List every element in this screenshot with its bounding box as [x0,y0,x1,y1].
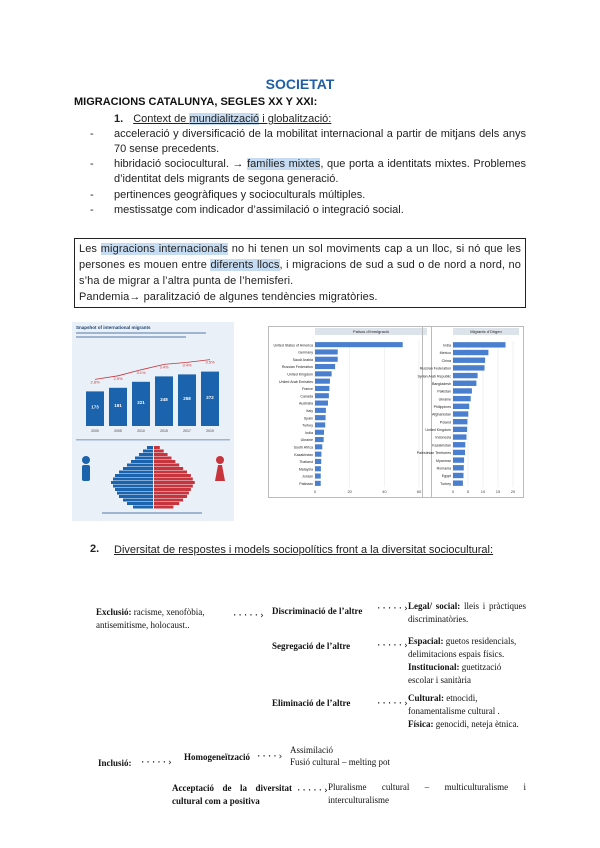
bar [315,444,322,449]
male-icon [82,456,90,464]
female-icon-body [215,465,225,481]
exclusion-examples: racisme, xenofòbia, antisemitisme, holocaust.. [96,607,205,630]
pyramid-male-bar [143,450,153,453]
discrimination-detail [408,600,526,626]
info-year: 2000 [91,429,99,433]
arrow-homogenization: ····› [256,752,284,762]
category-label: Ukraine [438,397,451,402]
bar [453,427,467,432]
bar [315,393,329,398]
pyramid-female-bar [154,457,171,460]
bar [315,349,338,354]
bar [453,419,467,424]
female-icon [216,456,224,464]
category-label: Afghanistan [432,412,451,417]
pyramid-male-bar [147,446,153,449]
acceptance-text: Acceptació de la diversitat cultural com a positiva [172,783,292,806]
point2-heading: Diversitat de respostes i models sociopolítics front a la diversitat sociocultural: [114,544,494,556]
bar [453,473,464,478]
category-label: South Africa [293,445,313,450]
pyramid-female-bar [154,467,183,470]
homogenization-text: Homogeneïtzació [184,752,250,762]
category-label: United Kingdom [287,372,313,377]
category-label: Indonesia [435,435,451,440]
point2-number: 2. [90,543,100,555]
category-label: Pakistan [437,389,451,394]
category-label: Poland [439,420,451,425]
bullet-4-text: mestissatge com indicador d’assimilació o integració social. [114,204,404,216]
assimilation-text: Assimilació [290,745,333,755]
category-label: Myanmar [436,458,451,463]
pyramid-female-bar [154,499,183,502]
category-label: United Kingdom [425,428,451,433]
x-tick-label: 0 [313,489,317,494]
pyramid-male-bar [113,485,153,488]
category-label: Turkey [302,423,313,428]
arrow-discrimination: ·····› [376,604,409,614]
x-tick-label: 20 [510,489,516,494]
pyramid-male-bar [115,474,153,477]
pyramid-male-bar [113,478,153,481]
pyramid-female-bar [154,506,173,509]
infographic-bar-group [86,360,219,433]
pyramid-female-bar [154,488,191,491]
pyramid-male-bar [123,499,153,502]
arrow-acceptance: ·····› [296,786,329,796]
category-label: United States of America [273,343,313,348]
bar [453,342,506,347]
bullet-1-text: acceleració y diversificació de la mobilitat internacional a partir de mitjans dels anys 70 sense precedents. [114,128,526,155]
point1-highlight: mundialització [189,113,260,125]
category-label: Saudi Arabia [292,357,313,362]
bar [453,404,469,409]
info-pct: 3.5% [205,359,215,365]
pyramid-male-bar [127,464,153,467]
pyramid-female-bar [154,446,160,449]
bullet-2: - hibridació sociocultural. → famílies mixtes, que porta a identitats mixtes. Problemes d’identitat dels migrants de segona generació. [90,158,526,185]
elimination-label [272,698,350,708]
cultural-label: Cultural: [408,693,444,703]
category-label: France [301,387,313,392]
exclusion-label: Exclusió: [96,607,132,617]
bullet-1: - acceleració y diversificació de la mobilitat internacional a partir de mitjans dels anys 70 sense precedents. [90,128,526,155]
pyramid-male-bar [119,471,153,474]
bullet-4: - mestissatge com indicador d’assimilació o integració social. [90,204,404,216]
x-tick-label: 60 [416,489,422,494]
institutional-label: Institucional: [408,662,460,672]
box-paragraph-1 [79,241,521,289]
pyramid-female-bar [154,450,164,453]
x-tick-label: 20 [347,489,352,494]
bar [453,457,464,462]
info-year: 2019 [206,429,214,433]
point1-number: 1. [114,113,124,125]
category-label: Palestinian Territories [416,451,451,456]
acceptance-label [172,782,292,808]
bar [315,371,332,376]
discrimination-text: Discriminació de l’altre [272,606,363,616]
bar [453,396,471,401]
bar [315,430,324,435]
category-label: Egypt [441,474,451,479]
category-label: India [443,343,451,348]
info-bar-label: 221 [137,399,145,405]
info-bar-label: 258 [183,396,191,402]
physical-text: genocidi, neteja ètnica. [433,719,519,729]
bar [453,442,465,447]
inclusion-text: Inclusió: [98,758,132,768]
pyramid-male-bar [131,460,153,463]
discrimination-label [272,606,362,616]
bar [453,465,464,470]
chart-immigration [268,326,432,498]
pyramid-female-bar [154,502,179,505]
bullet-2-highlight: famílies mixtes [247,158,321,170]
box-p1-mid: no hi tenen un sol moviments cap a un lloc, si nó que les persones es mouen entre [79,243,521,271]
bar [315,364,335,369]
category-label: United Arab Emirates [279,379,313,384]
pyramid-female-bar [154,471,187,474]
migration-note-box [74,238,526,308]
bar [315,466,321,471]
infographic-divider [76,439,230,441]
box-p1-post: , i migracions de sud a sud o de nord a nord, no s’ha de migrar a l’altra punta de l’hemisferi. [79,259,521,287]
box-highlight-1: migracions internacionals [100,243,229,255]
institutional-text: guetització escolar i sanitària [408,662,502,685]
category-label: India [305,430,313,435]
elimination-detail [408,692,528,731]
pyramid-male-bar [117,492,153,495]
pyramid-female-bar [154,492,189,495]
category-label: Malaysia [298,467,313,472]
bar [315,400,328,405]
bullet-3-text: pertinences geogràfiques y socioculturals múltiples. [114,189,366,201]
info-bar-label: 272 [206,394,214,400]
legal-text: lleis i pràctiques discriminatòries. [408,601,526,624]
arrow-elimination: ·····› [376,699,409,709]
box-paragraph-2: Pandemia→ paralització de algunes tendències migratòries. [79,291,378,303]
info-bar-label: 173 [91,404,99,410]
category-label: Italy [306,408,313,413]
bar [315,452,321,457]
bullet-2-post: , que porta a identitats mixtes. Problemes d’identitat dels migrants de segona generació. [114,158,526,185]
segregation-detail [408,635,526,687]
bar [315,342,403,347]
pyramid-male-bar [139,453,153,456]
age-pyramid [111,446,195,509]
bar [453,388,472,393]
category-label: Germany [298,350,313,355]
pyramid-male-bar [135,457,153,460]
category-label: Australia [299,401,313,406]
category-label: Russian Federation [281,365,313,370]
bar [315,422,325,427]
info-year: 2010 [137,429,145,433]
info-bar-label: 191 [114,402,122,408]
point1-pre: Context de [133,113,190,125]
category-label: Russian Federation [419,366,451,371]
info-pct: 2.8% [90,379,100,385]
bar [315,415,326,420]
page-title: SOCIETAT [265,76,335,92]
pyramid-male-bar [123,467,153,470]
pyramid-female-bar [154,478,193,481]
category-label: Ukraine [300,438,313,443]
info-pct: 2.9% [113,375,123,381]
category-label: Thailand [299,460,313,465]
inclusion-label [98,758,132,768]
pyramid-male-bar [115,488,153,491]
info-pct: 3.4% [159,364,169,370]
category-label: Romania [436,466,451,471]
bar [453,411,468,416]
info-pct: 3.1% [136,369,146,375]
migrants-infographic [72,322,234,521]
x-tick-label: 15 [495,489,501,494]
x-tick-label: 10 [480,489,486,494]
legal-label: Legal/ social: [408,601,461,611]
category-label: Mexico [439,351,451,356]
bar [453,450,465,455]
category-label: Jordan [302,474,313,479]
box-p1-pre: Les [79,243,101,255]
bar [453,434,467,439]
homogenization-label [184,752,250,762]
category-label: Pakistan [299,481,313,486]
pluralism-text: Pluralisme cultural – multiculturalisme i interculturalisme [328,782,526,805]
fusion-text: Fusió cultural – melting pot [290,757,390,767]
bullet-3: - pertinences geogràfiques y socioculturals múltiples. [90,189,366,201]
exclusion-text [96,606,226,632]
bar [453,350,488,355]
arrow-segregation: ·····› [376,641,409,651]
pyramid-female-bar [154,485,193,488]
spatial-text: guetos residencials, delimitacions espais físics. [408,636,517,659]
bar [453,381,476,386]
bar [315,408,326,413]
info-year: 2015 [160,429,168,433]
chart1-svg [269,327,431,497]
pyramid-male-bar [127,502,153,505]
pyramid-male-bar [133,506,153,509]
info-pct: 3.4% [182,362,192,368]
x-tick-label: 5 [466,489,470,494]
pyramid-female-bar [154,460,175,463]
point1-heading [114,113,331,125]
bar [315,379,330,384]
point1-post: i globalització: [259,113,332,125]
male-icon-body [82,465,90,481]
pyramid-male-bar [119,495,153,498]
box-highlight-2: diferents llocs [210,259,280,271]
chart2-title: Migrants d'Origen [453,328,519,335]
section-heading: MIGRACIONS CATALUNYA, SEGLES XX Y XXI: [74,96,318,108]
segregation-label [272,641,350,651]
category-label: Turkey [440,481,451,486]
segregation-text: Segregació de l’altre [272,641,351,651]
infographic-svg [72,322,234,521]
pyramid-female-bar [154,464,179,467]
assimilation-block [290,744,390,768]
info-year: 2005 [114,429,122,433]
x-tick-label: 0 [451,489,455,494]
category-label: China [441,358,451,363]
pyramid-female-bar [154,495,187,498]
infographic-footnote-line [102,512,202,514]
bar [453,480,463,485]
x-tick-label: 40 [382,489,387,494]
bar [453,373,478,378]
chart1-title: Països d'Immigració [315,328,427,335]
infographic-subtitle-line-2 [76,336,186,338]
category-label: Kazakhstan [432,443,451,448]
bullet-2-text: hibridació sociocultural. → [114,158,248,170]
info-year: 2017 [183,429,191,433]
category-label: Syrian Arab Republic [417,374,451,379]
category-label: Kazakhstan [294,452,313,457]
cultural-text: etnocidi, fonamentalisme cultural . [408,693,500,716]
spatial-label: Espacial: [408,636,444,646]
category-label: Bangladesh [432,381,451,386]
bar [315,437,324,442]
info-bar-label: 248 [160,397,168,403]
pyramid-female-bar [154,474,191,477]
elimination-text: Eliminació de l’altre [272,698,351,708]
pyramid-male-bar [111,481,153,484]
infographic-title: Snapshot of international migrants [76,325,151,330]
category-label: Philippines [433,405,451,410]
arrow-exclusion: ·····› [232,611,265,621]
bar [315,481,321,486]
pyramid-female-bar [154,481,195,484]
bar [315,459,321,464]
category-label: Canada [300,394,313,399]
physical-label: Física: [408,719,434,729]
bar [315,357,338,362]
pyramid-female-bar [154,453,168,456]
bar [453,358,485,363]
category-label: Spain [303,416,313,421]
infographic-subtitle-line [76,332,206,334]
bar [315,386,329,391]
bar [315,473,321,478]
bar [453,365,485,370]
arrow-inclusion: ·····› [140,758,173,768]
